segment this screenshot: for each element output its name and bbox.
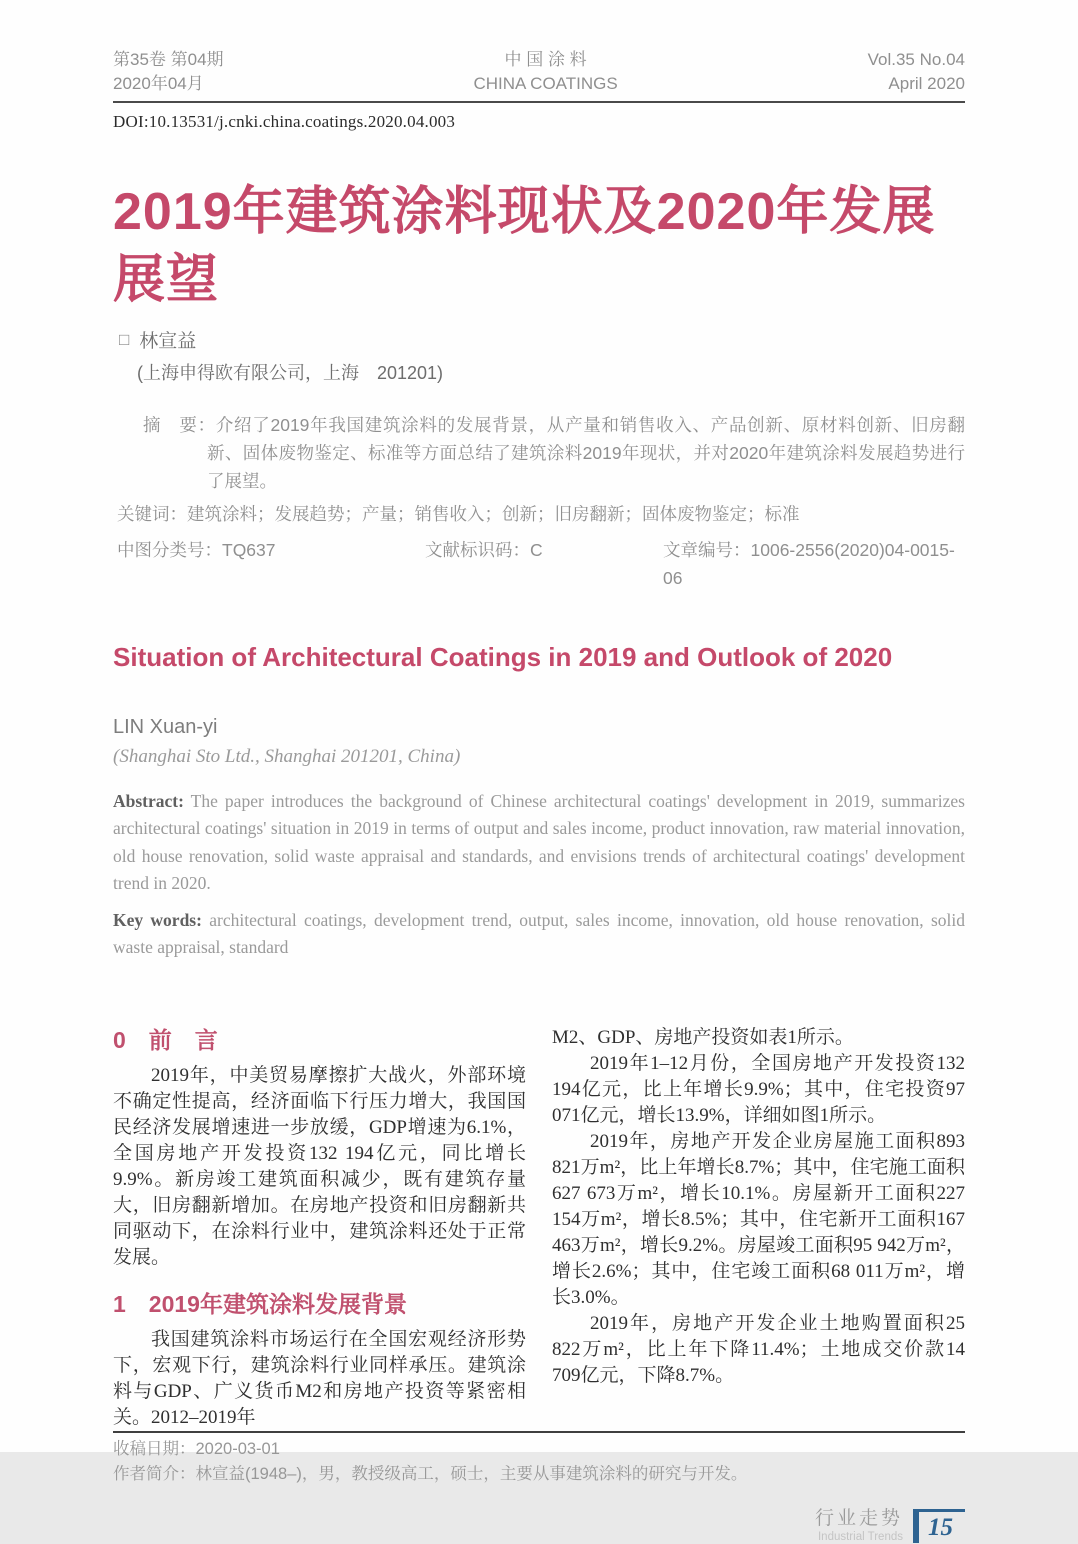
abstract-en [113,788,965,898]
article-title-zh: 2019年建筑涂料现状及2020年发展展望 [113,183,936,309]
page-number: 15 [928,1513,953,1541]
masthead-right [868,48,965,96]
author-row [113,326,965,353]
volume-issue-en: Vol.35 No.04 [867,50,965,69]
clc-label: 中图分类号： [117,540,222,560]
column-name [815,1509,903,1544]
body-column-left [113,1025,526,1431]
column-name-en: Industrial Trends [817,1531,903,1544]
right-paragraph-3: 2019年，房地产开发企业土地购置面积25 822万m²，比上年下降11.4%；土地成交价款14 709亿元，下降8.7%。 [552,1312,965,1386]
abstract-en-label: Abstract: [113,790,184,811]
doc-code-value: C [530,540,543,560]
affiliation-zh: (上海申得欧有限公司，上海 201201) [137,363,444,383]
volume-issue-zh: 第35卷 第04期 [113,50,224,69]
abstract-en-text: The paper introduces the background of Chinese architectural coatings' development in 2019, summarizes architectural coatings' situation in 2019 in terms of output and sales income, product innovation, raw material innovation, old house renovation, solid waste appraisal and standards, and envisions trends of architectural coatings' development trend in 2020. [113,790,965,894]
doc-code [425,536,663,592]
doc-code-label: 文献标识码： [425,540,530,560]
author-marker-icon: □ [119,329,130,349]
classification-row [117,536,965,592]
author-bio-text: 林宣益(1948–)，男，教授级高工，硕士，主要从事建筑涂料的研究与开发。 [195,1464,748,1483]
section-1-paragraph: 我国建筑涂料市场运行在全国宏观经济形势下，宏观下行，建筑涂料行业同样承压。建筑涂料与GDP、广义货币M2和房地产投资等紧密相关。2012–2019年 [113,1328,526,1428]
section-0-paragraph: 2019年，中美贸易摩擦扩大战火，外部环境不确定性提高，经济面临下行压力增大，我国国民经济发展增速进一步放缓，GDP增速为6.1%，全国房地产开发投资132 194亿元，同比增长9.9%。新房竣工建筑面积减少，既有建筑存量大，旧房翻新增加。在房地产投资和旧房翻新共同驱动下，在涂料行业中，建筑涂料还处于正常发展。 [113,1064,526,1268]
clc-number [117,536,425,592]
received-date-value: 2020-03-01 [195,1439,280,1458]
article-id-value: 1006-2556(2020)04-0015-06 [663,540,955,588]
footnote-separator [113,1431,965,1433]
journal-masthead [113,48,965,103]
journal-name-zh: 中 国 涂 料 [504,50,587,69]
keywords-en-text: architectural coatings, development trend, output, sales income, innovation, old house renovation, solid waste appraisal, standard [113,909,965,958]
section-1-heading: 1 2019年建筑涂料发展背景 [113,1290,407,1317]
keywords-en-label: Key words: [113,909,202,930]
keywords-en [113,907,965,962]
right-paragraph-2: 2019年，房地产开发企业房屋施工面积893 821万m²，比上年增长8.7%；其中，住宅施工面积627 673万m²，增长10.1%。房屋新开工面积227 154万m²，增长8.5%；其中，住宅新开工面积167 463万m²，增长9.2%。房屋竣工面积95 942万m²，增长2.6%；其中，住宅竣工面积68 011万m²，增长3.0%。 [552,1130,965,1308]
abstract-zh-block [113,411,965,592]
received-date-line [113,1437,965,1462]
masthead-center [473,48,617,96]
abstract-zh-label: 摘 要： [143,415,216,435]
article-title-en: Situation of Architectural Coatings in 2019 and Outlook of 2020 [113,642,893,672]
keywords-zh-label: 关键词： [117,504,187,524]
clc-value: TQ637 [222,540,276,560]
page-bottom [113,1431,965,1544]
date-en: April 2020 [888,74,965,93]
author-bio-line [113,1462,965,1487]
page-footer [113,1509,965,1544]
author-name-en: LIN Xuan-yi [113,715,218,738]
body-columns [113,1025,965,1431]
masthead-left [113,48,224,96]
body-column-right [552,1025,965,1431]
journal-name-en: CHINA COATINGS [473,74,618,93]
column-name-zh: 行业走势 [814,1507,903,1529]
footnotes [113,1437,965,1487]
right-paragraph-1: 2019年1–12月份，全国房地产开发投资132 194亿元，比上年增长9.9%；其中，住宅投资97 071亿元，增长13.9%，详细如图1所示。 [552,1052,965,1126]
doi-line: DOI:10.13531/j.cnki.china.coatings.2020.04.003 [113,112,456,131]
abstract-zh-text: 介绍了2019年我国建筑涂料的发展背景，从产量和销售收入、产品创新、原材料创新、旧房翻新、固体废物鉴定、标准等方面总结了建筑涂料2019年现状，并对2020年建筑涂料发展趋势进行了展望。 [207,415,965,491]
article-id-label: 文章编号： [663,540,751,560]
right-paragraph-continuation: M2、GDP、房地产投资如表1所示。 [552,1026,854,1048]
keywords-zh-text: 建筑涂料；发展趋势；产量；销售收入；创新；旧房翻新；固体废物鉴定；标准 [187,504,800,524]
author-name-zh: 林宣益 [139,331,197,352]
keywords-zh [117,500,965,528]
affiliation-en: (Shanghai Sto Ltd., Shanghai 201201, China) [113,745,461,767]
article-id [663,536,965,592]
received-date-label: 收稿日期： [113,1439,196,1458]
date-zh: 2020年04月 [113,74,204,93]
abstract-zh [143,411,965,495]
section-0-heading: 0 前 言 [113,1026,218,1053]
author-bio-label: 作者简介： [113,1464,196,1483]
page-number-bracket [913,1509,965,1543]
